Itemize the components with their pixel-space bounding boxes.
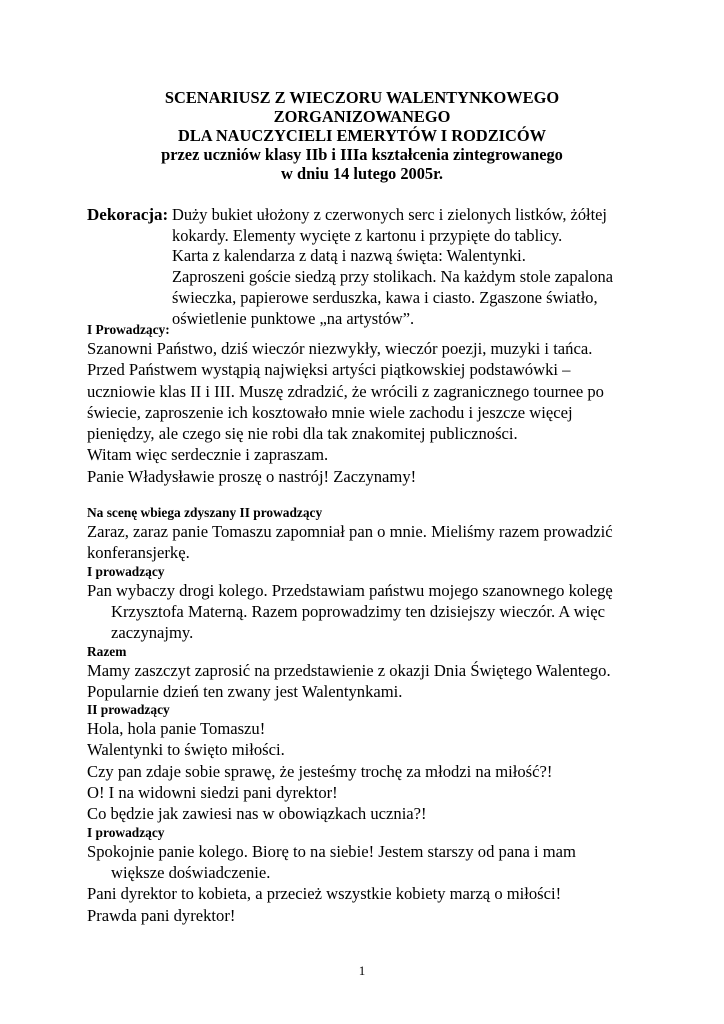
dialogue-line: Krzysztofa Materną. Razem poprowadzimy ten dzisiejszy wieczór. A więc [111, 601, 605, 621]
dialogue-line: Szanowni Państwo, dziś wieczór niezwykły, wieczór poezji, muzyki i tańca. [87, 339, 593, 358]
dialogue-line: pieniędzy, ale czego się nie robi dla tak znakomitej publiczności. [87, 424, 518, 444]
paragraph-gap [87, 487, 687, 505]
decoration-line: świeczka, papierowe serduszka, kawa i ciasto. Zgaszone światło, [172, 287, 598, 307]
decoration-text [87, 205, 687, 329]
dialogue-line: Popularnie dzień ten zwany jest Walentynkami. [87, 681, 403, 701]
dialogue-line: większe doświadczenie. [111, 862, 271, 882]
dialogue-line: zaczynajmy. [111, 623, 194, 643]
dialogue-line: Witam więc serdecznie i zapraszam. [87, 445, 329, 465]
dialogue-line: konferansjerkę. [87, 543, 190, 563]
dialogue-line: świecie, zaproszenie ich kosztowało mnie wiele zachodu i jeszcze więcej [87, 402, 573, 422]
title-line: ZORGANIZOWANEGO [273, 107, 451, 126]
decoration-line: Zaproszeni goście siedzą przy stolikach. Na każdym stole zapalona [172, 267, 614, 287]
title-line: SCENARIUSZ Z WIECZORU WALENTYNKOWEGO [164, 88, 560, 107]
dialogue-block [87, 825, 687, 926]
dialogue-line: Zaraz, zaraz panie Tomaszu zapomniał pan o mnie. Mieliśmy razem prowadzić [87, 522, 613, 542]
speaker-label: I prowadzący [87, 824, 165, 840]
dialogue-line: Pani dyrektor to kobieta, a przecież wszystkie kobiety marzą o miłości! [87, 884, 562, 904]
speaker-label: Razem [87, 643, 127, 659]
dialogue-line: Mamy zaszczyt zaprosić na przedstawienie z okazji Dnia Świętego Walentego. [87, 660, 611, 680]
dialogue-line: O! I na widowni siedzi pani dyrektor! [87, 783, 338, 803]
speaker-label: Na scenę wbiega zdyszany II prowadzący [87, 505, 323, 521]
dialogue-block [87, 702, 687, 824]
dialogue-line: Spokojnie panie kolego. Biorę to na siebie! Jestem starszy od pana i mam [87, 841, 576, 861]
dialogue-block [87, 505, 687, 564]
decoration-label: Dekoracja: [87, 205, 169, 224]
dialogue-line: Przed Państwem wystąpią najwięksi artyści piątkowskiej podstawówki – [87, 360, 571, 380]
speaker-label: I Prowadzący: [87, 322, 170, 337]
script-body [87, 322, 687, 926]
decoration-line: oświetlenie punktowe „na artystów”. [172, 308, 415, 328]
dialogue-line: Prawda pani dyrektor! [87, 905, 236, 925]
decoration-line: Duży bukiet ułożony z czerwonych serc i zielonych listków, żółtej [172, 205, 607, 224]
dialogue-block [87, 322, 687, 487]
dialogue-line: Pan wybaczy drogi kolego. Przedstawiam państwu mojego szanownego kolegę [87, 580, 613, 600]
decoration-line: kokardy. Elementy wycięte z kartonu i przypięte do tablicy. [172, 225, 563, 245]
dialogue-line: Panie Władysławie proszę o nastrój! Zaczynamy! [87, 466, 417, 486]
speaker-label: I prowadzący [87, 563, 165, 579]
speaker-label: II prowadzący [87, 702, 170, 718]
dialogue-line: uczniowie klas II i III. Muszę zdradzić, że wrócili z zagranicznego tournee po [87, 381, 604, 401]
dialogue-line: Czy pan zdaje sobie sprawę, że jesteśmy trochę za młodzi na miłość?! [87, 761, 553, 781]
title-line: DLA NAUCZYCIELI EMERYTÓW I RODZICÓW [178, 126, 546, 145]
dialogue-line: Walentynki to święto miłości. [87, 740, 285, 760]
dialogue-line: Hola, hola panie Tomaszu! [87, 719, 266, 739]
dialogue-block [87, 564, 687, 644]
decoration-line: Karta z kalendarza z datą i nazwą święta: Walentynki. [172, 246, 526, 266]
title-line: w dniu 14 lutego 2005r. [281, 164, 443, 183]
page-number: 1 [358, 963, 366, 978]
document-title [0, 88, 724, 183]
title-line: przez uczniów klasy IIb i IIIa kształcenia zintegrowanego [161, 145, 563, 164]
dialogue-block [87, 644, 687, 703]
dialogue-line: Co będzie jak zawiesi nas w obowiązkach ucznia?! [87, 804, 427, 824]
decoration-section [87, 205, 687, 329]
